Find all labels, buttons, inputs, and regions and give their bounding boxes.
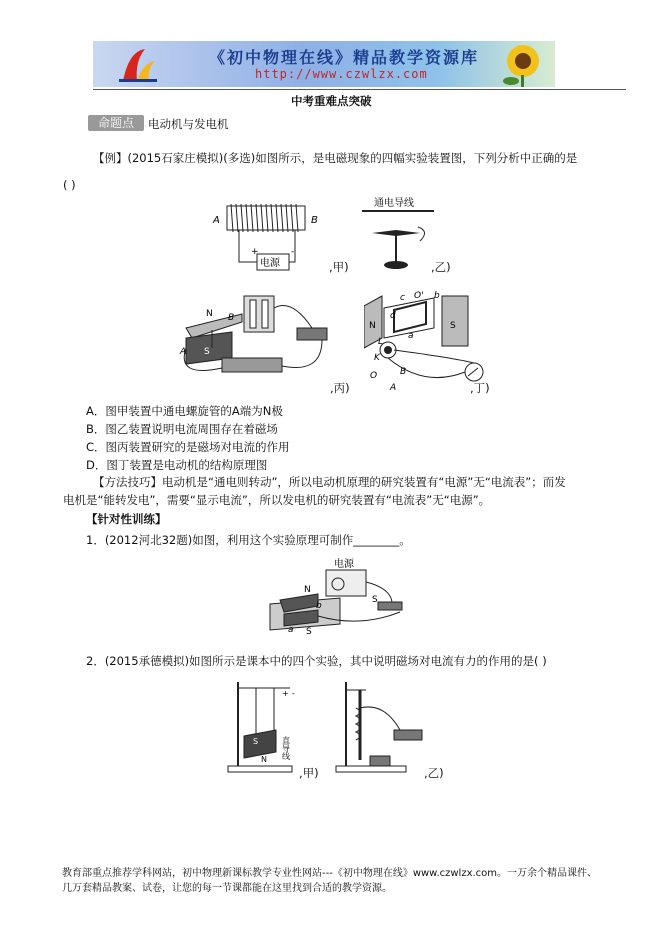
q1-label-n: N xyxy=(304,585,311,595)
label-a: A xyxy=(390,383,397,393)
label-b: B xyxy=(311,215,318,226)
q2-plus-label: + xyxy=(282,689,289,698)
footer-line-2: 几万套精品教案、试卷，让您的每一节课都能在这里找到合适的教学资源。 xyxy=(62,883,392,894)
q2-label-n: N xyxy=(261,755,267,764)
figure-yi-wire-compass xyxy=(360,193,440,273)
q1-label-s: S xyxy=(306,627,312,637)
label-k: K xyxy=(374,353,380,363)
option-d: D．图丁装置是电动机的结构原理图 xyxy=(86,458,268,472)
label-n: N xyxy=(206,309,213,319)
banner-title: 《初中物理在线》精品教学资源库 xyxy=(209,48,480,67)
wire-label: 通电导线 xyxy=(374,198,414,209)
q2-label-s: S xyxy=(253,737,259,746)
q2-wire-label: 直导线 xyxy=(281,736,291,760)
option-a: A．图甲装置中通电螺旋管的A端为N极 xyxy=(86,404,283,418)
q1-label-s2: S xyxy=(372,595,378,605)
page-title: 中考重难点突破 xyxy=(291,94,372,108)
label-a-small: a xyxy=(408,331,414,341)
option-b: B．图乙装置说明电流周围存在着磁场 xyxy=(86,422,278,436)
q2-fig-label-yi: ,乙) xyxy=(424,766,444,780)
footer-line-1: 教育部重点推荐学科网站，初中物理新课标教学专业性网站---《初中物理在线》www.czwlzx.com。一万余个精品课件、 xyxy=(62,868,598,879)
q2-minus-label: - xyxy=(292,689,295,698)
q2-figure-jia xyxy=(226,678,316,778)
topic-tag: 命题点 xyxy=(88,115,144,131)
banner-url[interactable]: http://www.czwlzx.com xyxy=(255,67,428,81)
header-banner xyxy=(93,41,555,87)
label-b: B xyxy=(400,367,407,377)
q2-fig-label-jia: ,甲) xyxy=(299,766,319,780)
figure-ding-generator xyxy=(364,288,504,394)
label-l: L xyxy=(378,337,384,347)
figure-jia-solenoid xyxy=(205,200,325,275)
q1-figure xyxy=(260,558,420,638)
label-o: O xyxy=(370,371,378,381)
training-header: 【针对性训练】 xyxy=(86,512,167,526)
topic-text: 电动机与发电机 xyxy=(148,117,229,131)
logo-icon xyxy=(115,47,161,83)
q1-power-label: 电源 xyxy=(334,559,354,570)
question-1: 1．(2012河北32题)如图，利用这个实验原理可制作________。 xyxy=(86,533,411,547)
q1-label-a: a xyxy=(288,625,294,635)
label-s: S xyxy=(450,321,456,331)
example-line-2: ( ) xyxy=(63,178,76,192)
q2-figure-yi xyxy=(334,678,426,778)
fig-label-ding: ,丁) xyxy=(470,381,490,395)
fig-label-yi: ,乙) xyxy=(431,260,451,274)
sunflower-icon xyxy=(485,41,555,87)
method-tip-line-1: 【方法技巧】电动机是“通电则转动”，所以电动机原理的研究装置有“电源”无“电流表”；而发 xyxy=(93,475,566,489)
label-b-small: b xyxy=(434,291,440,301)
fig-label-jia: ,甲) xyxy=(329,260,349,274)
label-o-prime: O' xyxy=(414,291,424,301)
example-line-1: 【例】(2015石家庄模拟)(多选)如图所示，是电磁现象的四幅实验装置图，下列分析中正确的是 xyxy=(93,151,578,165)
label-a: A xyxy=(213,215,220,226)
question-2: 2．(2015承德模拟)如图所示是课本中的四个实验，其中说明磁场对电流有力的作用的是( ) xyxy=(86,654,547,668)
fig-label-bing: ,丙) xyxy=(330,381,350,395)
label-s: S xyxy=(204,347,210,357)
label-n: N xyxy=(369,321,376,331)
figure-bing-apparatus xyxy=(172,288,342,394)
header-rule xyxy=(93,89,626,90)
power-source-label: 电源 xyxy=(260,258,280,269)
label-b: B xyxy=(228,313,235,323)
option-c: C．图丙装置研究的是磁场对电流的作用 xyxy=(86,440,290,454)
minus-label: - xyxy=(291,247,295,257)
label-a: A xyxy=(180,347,187,357)
q1-label-b: b xyxy=(316,601,322,611)
label-c: c xyxy=(400,293,405,303)
method-tip-line-2: 电机是“能转发电”，需要“显示电流”，所以发电机的研究装置有“电流表”无“电源”。 xyxy=(63,493,491,507)
label-d: d xyxy=(390,311,396,321)
plus-label: + xyxy=(251,247,259,257)
